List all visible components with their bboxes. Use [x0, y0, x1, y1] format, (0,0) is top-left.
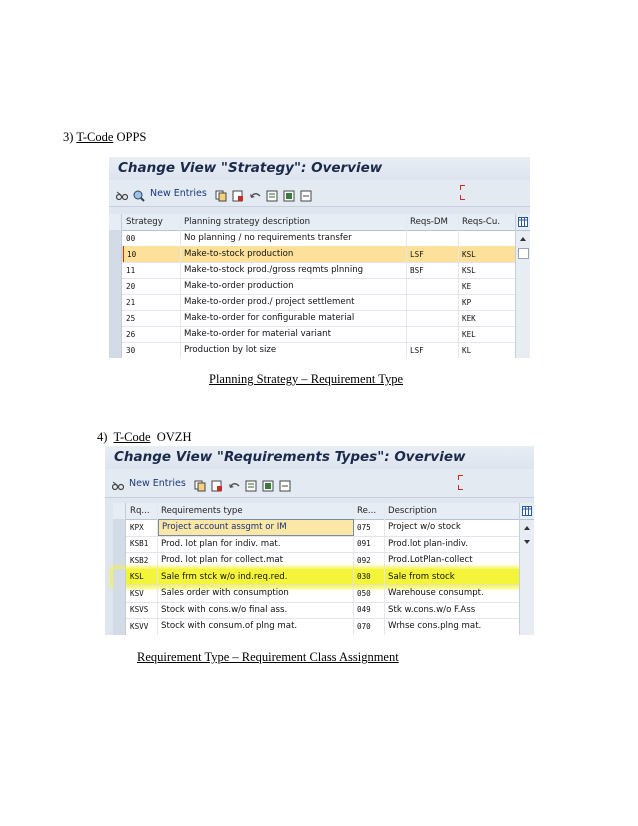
section-3-heading [63, 130, 146, 145]
glasses-icon[interactable] [116, 187, 128, 199]
reqs-dm-cell[interactable]: BSF [407, 262, 459, 278]
reqs-cu-cell[interactable]: KSL [459, 262, 516, 278]
select-all-icon[interactable] [245, 477, 257, 489]
req-class-description-cell[interactable]: Warehouse consumpt. [385, 585, 520, 602]
requirements-types-table [113, 503, 520, 635]
deselect-all-icon[interactable] [300, 187, 312, 199]
new-entries-button[interactable]: New Entries [129, 477, 186, 489]
ovzh-screenshot [105, 446, 534, 635]
reqs-cu-cell[interactable]: KP [459, 294, 516, 310]
table-settings-icon[interactable] [516, 214, 530, 231]
strategy-description-cell[interactable]: Make-to-order for material variant [181, 326, 407, 342]
row-selector[interactable] [113, 552, 126, 569]
figure-caption: Requirement Type – Requirement Class Assignment [137, 650, 399, 664]
delete-icon[interactable] [232, 187, 244, 199]
row-selector[interactable] [113, 519, 126, 536]
column-header[interactable]: Reqs-Cu. [459, 214, 516, 230]
strategy-code-cell[interactable]: 25 [123, 310, 181, 326]
row-selector[interactable] [109, 326, 122, 342]
reqs-dm-cell[interactable]: LSF [407, 342, 459, 358]
req-class-description-cell[interactable]: Stk w.cons.w/o F.Ass [385, 602, 520, 619]
window-title: Change View "Requirements Types": Overview [105, 446, 534, 469]
undo-icon[interactable] [228, 477, 240, 489]
reqs-cu-cell[interactable]: KL [459, 342, 516, 358]
red-corner-mark [460, 185, 465, 190]
column-header[interactable]: Planning strategy description [181, 214, 407, 230]
strategy-description-cell[interactable]: No planning / no requirements transfer [181, 230, 407, 246]
column-header[interactable]: Description [385, 503, 520, 519]
req-type-code-cell[interactable]: KPX [127, 519, 158, 536]
row-selector[interactable] [109, 262, 122, 278]
vertical-scrollbar[interactable] [515, 214, 530, 358]
req-class-cell[interactable]: 091 [354, 536, 385, 553]
row-selector[interactable] [109, 294, 122, 310]
reqs-dm-cell[interactable] [407, 230, 459, 246]
toolbar [105, 469, 534, 498]
select-all-icon[interactable] [266, 187, 278, 199]
row-selector[interactable] [109, 342, 122, 358]
strategy-description-cell[interactable]: Make-to-order production [181, 278, 407, 294]
req-type-code-cell[interactable]: KSB1 [127, 536, 158, 553]
requirements-type-cell[interactable]: Project account assgmt or IM [158, 519, 354, 536]
row-selector[interactable] [109, 246, 122, 262]
column-header[interactable]: Strategy [123, 214, 181, 230]
row-selector[interactable] [113, 602, 126, 619]
req-class-description-cell[interactable]: Wrhse cons.plng mat. [385, 618, 520, 635]
req-class-cell[interactable]: 070 [354, 618, 385, 635]
scroll-up-icon[interactable] [524, 526, 530, 530]
column-header[interactable]: Reqs-DM [407, 214, 459, 230]
strategy-description-cell[interactable]: Make-to-stock production [181, 246, 407, 262]
new-entries-button[interactable]: New Entries [150, 187, 207, 199]
strategy-table [109, 214, 516, 358]
scroll-down-icon[interactable] [524, 540, 530, 544]
requirements-type-cell[interactable]: Prod. lot plan for collect.mat [158, 552, 354, 569]
req-type-code-cell[interactable]: KSVV [127, 618, 158, 635]
reqs-cu-cell[interactable]: KSL [459, 246, 516, 262]
requirements-type-cell[interactable]: Prod. lot plan for indiv. mat. [158, 536, 354, 553]
opps-screenshot [109, 157, 530, 358]
req-class-cell[interactable]: 092 [354, 552, 385, 569]
select-block-icon[interactable] [283, 187, 295, 199]
column-header[interactable]: Re... [354, 503, 385, 519]
reqs-cu-cell[interactable] [459, 230, 516, 246]
red-corner-mark [458, 475, 463, 480]
req-type-code-cell[interactable]: KSL [127, 569, 158, 586]
row-selector[interactable] [109, 278, 122, 294]
table-header [109, 214, 516, 231]
table-row[interactable] [113, 536, 520, 554]
select-block-icon[interactable] [262, 477, 274, 489]
row-selector[interactable] [113, 536, 126, 553]
scroll-thumb[interactable] [518, 248, 529, 259]
table-row[interactable] [113, 602, 520, 620]
table-row[interactable] [109, 326, 516, 343]
table-row[interactable] [109, 310, 516, 327]
section-4-heading [97, 430, 191, 445]
strategy-description-cell[interactable]: Make-to-order prod./ project settlement [181, 294, 407, 310]
column-header[interactable]: Requirements type [158, 503, 354, 519]
req-class-cell[interactable]: 030 [354, 569, 385, 586]
reqs-dm-cell[interactable]: LSF [407, 246, 459, 262]
delete-icon[interactable] [211, 477, 223, 489]
tcode-label: T-Code [113, 430, 151, 444]
req-class-description-cell[interactable]: Prod.LotPlan-collect [385, 552, 520, 569]
table-settings-icon[interactable] [520, 503, 534, 520]
undo-icon[interactable] [249, 187, 261, 199]
requirements-type-cell[interactable]: Stock with consum.of plng mat. [158, 618, 354, 635]
red-corner-mark [458, 485, 463, 490]
req-class-description-cell[interactable]: Project w/o stock [385, 519, 520, 536]
req-type-code-cell[interactable]: KSB2 [127, 552, 158, 569]
table-row[interactable] [109, 230, 516, 247]
vertical-scrollbar[interactable] [519, 503, 534, 635]
req-class-description-cell[interactable]: Sale from stock [385, 569, 520, 586]
strategy-code-cell[interactable]: 21 [123, 294, 181, 310]
reqs-dm-cell[interactable] [407, 294, 459, 310]
table-row[interactable] [113, 618, 520, 635]
requirements-type-cell[interactable]: Stock with cons.w/o final ass. [158, 602, 354, 619]
reqs-dm-cell[interactable] [407, 310, 459, 326]
requirements-type-cell[interactable]: Sales order with consumption [158, 585, 354, 602]
strategy-code-cell[interactable]: 10 [123, 246, 181, 262]
row-selector[interactable] [113, 618, 126, 635]
strategy-code-cell[interactable]: 26 [123, 326, 181, 342]
toolbar [109, 180, 530, 207]
tcode-label: T-Code [76, 130, 114, 144]
reqs-dm-cell[interactable] [407, 326, 459, 342]
table-row[interactable] [113, 519, 520, 537]
table-row[interactable] [113, 552, 520, 570]
copy-icon[interactable] [194, 477, 206, 489]
table-header [113, 503, 520, 520]
strategy-code-cell[interactable]: 11 [123, 262, 181, 278]
tcode-value: OPPS [113, 130, 147, 144]
strategy-code-cell[interactable]: 20 [123, 278, 181, 294]
strategy-code-cell[interactable]: 00 [123, 230, 181, 246]
table-row[interactable] [113, 585, 520, 603]
strategy-description-cell[interactable]: Make-to-order for configurable material [181, 310, 407, 326]
req-type-code-cell[interactable]: KSV [127, 585, 158, 602]
reqs-cu-cell[interactable]: KEK [459, 310, 516, 326]
window-title: Change View "Strategy": Overview [109, 157, 530, 180]
glasses-icon[interactable] [112, 477, 124, 489]
deselect-all-icon[interactable] [279, 477, 291, 489]
strategy-description-cell[interactable]: Make-to-stock prod./gross reqmts plnning [181, 262, 407, 278]
reqs-dm-cell[interactable] [407, 278, 459, 294]
column-header[interactable]: Rq... [127, 503, 158, 519]
requirements-type-cell[interactable]: Sale frm stck w/o ind.req.red. [158, 569, 354, 586]
row-selector[interactable] [113, 585, 126, 602]
copy-icon[interactable] [215, 187, 227, 199]
table-row[interactable] [109, 342, 516, 358]
tcode-value: OVZH [156, 430, 192, 444]
table-row[interactable] [109, 262, 516, 279]
strategy-code-cell[interactable]: 30 [123, 342, 181, 358]
table-row[interactable] [113, 569, 520, 587]
req-type-code-cell[interactable]: KSVS [127, 602, 158, 619]
row-selector[interactable] [109, 310, 122, 326]
strategy-description-cell[interactable]: Production by lot size [181, 342, 407, 358]
figure-caption: Planning Strategy – Requirement Type [209, 372, 404, 386]
req-class-cell[interactable]: 049 [354, 602, 385, 619]
table-row[interactable] [109, 246, 516, 263]
req-class-cell[interactable]: 075 [354, 519, 385, 536]
row-selector[interactable] [109, 230, 122, 246]
display-change-icon[interactable] [133, 187, 145, 199]
reqs-cu-cell[interactable]: KE [459, 278, 516, 294]
red-corner-mark [460, 195, 465, 200]
section-number: 3) [63, 130, 74, 144]
section-number: 4) [97, 430, 108, 444]
table-row[interactable] [109, 278, 516, 295]
table-row[interactable] [109, 294, 516, 311]
req-class-cell[interactable]: 050 [354, 585, 385, 602]
reqs-cu-cell[interactable]: KEL [459, 326, 516, 342]
row-selector[interactable] [113, 569, 126, 586]
req-class-description-cell[interactable]: Prod.lot plan-indiv. [385, 536, 520, 553]
scroll-up-icon[interactable] [520, 237, 526, 241]
